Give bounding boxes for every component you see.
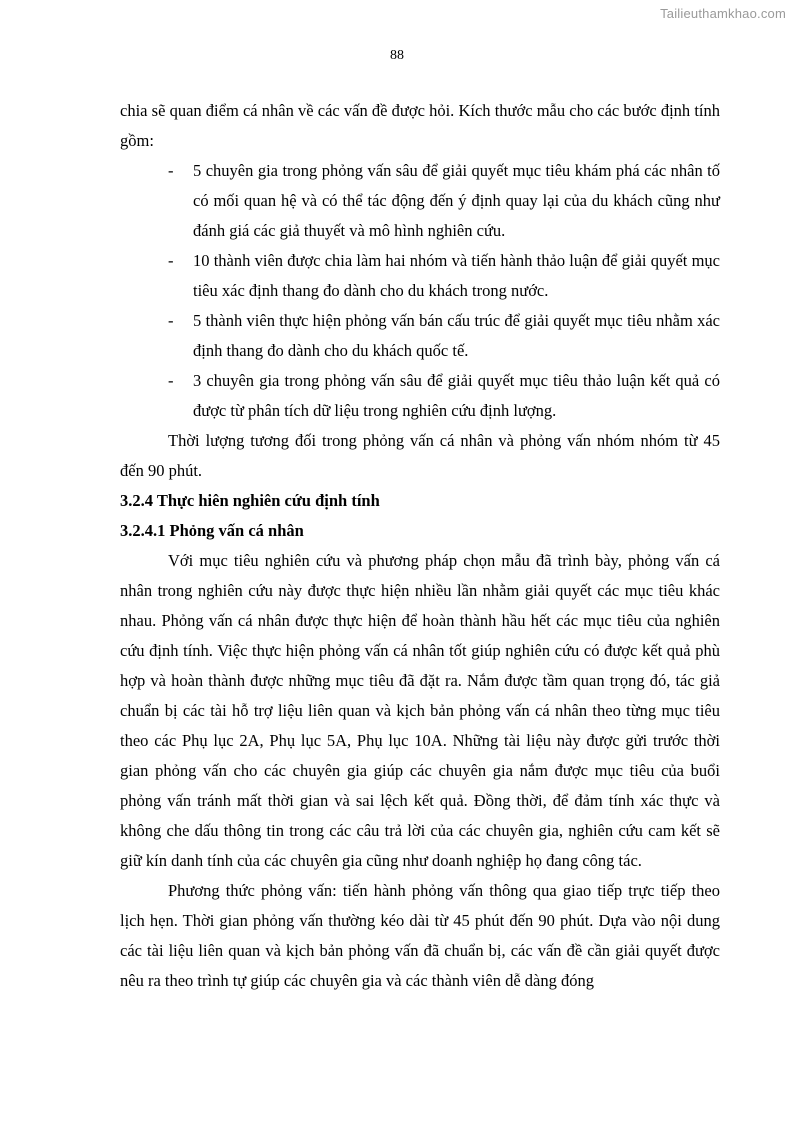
bullet-dash: -	[168, 161, 174, 180]
intro-paragraph: chia sẽ quan điểm cá nhân về các vấn đề được hỏi. Kích thước mẫu cho các bước định tính gồm:	[120, 101, 720, 150]
bullet-dash: -	[168, 311, 174, 330]
body-paragraph: Phương thức phỏng vấn: tiến hành phỏng vấn thông qua giao tiếp trực tiếp theo lịch hẹn. Thời gian phỏng vấn thường kéo dài từ 45 phút đến 90 phút. Dựa vào nội dung các tài liệu liên quan và kịch bản phỏng vấn đã chuẩn bị, các vấn đề cần giải quyết được nêu ra theo trình tự giúp các chuyên gia và các thành viên dễ dàng đóng	[120, 881, 720, 990]
list-item	[120, 156, 720, 246]
list-item	[120, 246, 720, 306]
list-item-text: 3 chuyên gia trong phỏng vấn sâu để giải quyết mục tiêu thảo luận kết quả có được từ phân tích dữ liệu trong nghiên cứu định lượng.	[193, 371, 720, 420]
list-item-text: 10 thành viên được chia làm hai nhóm và tiến hành thảo luận để giải quyết mục tiêu xác định thang đo dành cho du khách trong nước.	[193, 251, 720, 300]
watermark-text: Tailieuthamkhao.com	[660, 6, 786, 21]
list-item	[120, 306, 720, 366]
list-item-text: 5 chuyên gia trong phỏng vấn sâu để giải quyết mục tiêu khám phá các nhân tố có mối quan hệ và có thể tác động đến ý định quay lại của du khách cũng như đánh giá các giả thuyết và mô hình nghiên cứu.	[193, 161, 720, 240]
document-body	[120, 96, 720, 996]
list-item	[120, 366, 720, 426]
subsection-heading: 3.2.4.1 Phỏng vấn cá nhân	[120, 521, 304, 540]
bullet-dash: -	[168, 371, 174, 390]
section-heading: 3.2.4 Thực hiên nghiên cứu định tính	[120, 491, 380, 510]
duration-paragraph: Thời lượng tương đối trong phỏng vấn cá nhân và phỏng vấn nhóm nhóm từ 45 đến 90 phút.	[120, 431, 720, 480]
body-paragraph: Với mục tiêu nghiên cứu và phương pháp chọn mẫu đã trình bày, phỏng vấn cá nhân trong nghiên cứu này được thực hiện nhiều lần nhằm giải quyết các mục tiêu khác nhau. Phỏng vấn cá nhân được thực hiện để hoàn thành hầu hết các mục tiêu của nghiên cứu định tính. Việc thực hiện phỏng vấn cá nhân tốt giúp nghiên cứu có được kết quả phù hợp và hoàn thành được những mục tiêu đã đặt ra. Nắm được tầm quan trọng đó, tác giả chuẩn bị các tài hỗ trợ liệu liên quan và kịch bản phỏng vấn cá nhân theo từng mục tiêu theo các Phụ lục 2A, Phụ lục 5A, Phụ lục 10A. Những tài liệu này được gửi trước thời gian phỏng vấn cho các chuyên gia giúp các chuyên gia nắm được mục tiêu của buổi phỏng vấn tránh mất thời gian và sai lệch kết quả. Đồng thời, để đảm tính xác thực và không che dấu thông tin trong các câu trả lời của các chuyên gia, nghiên cứu cam kết sẽ giữ kín danh tính của các chuyên gia cũng như doanh nghiệp họ đang công tác.	[120, 551, 720, 870]
sample-size-list	[120, 156, 720, 426]
bullet-dash: -	[168, 251, 174, 270]
page-number: 88	[390, 48, 404, 63]
list-item-text: 5 thành viên thực hiện phỏng vấn bán cấu trúc để giải quyết mục tiêu nhằm xác định thang đo dành cho du khách quốc tế.	[193, 311, 720, 360]
